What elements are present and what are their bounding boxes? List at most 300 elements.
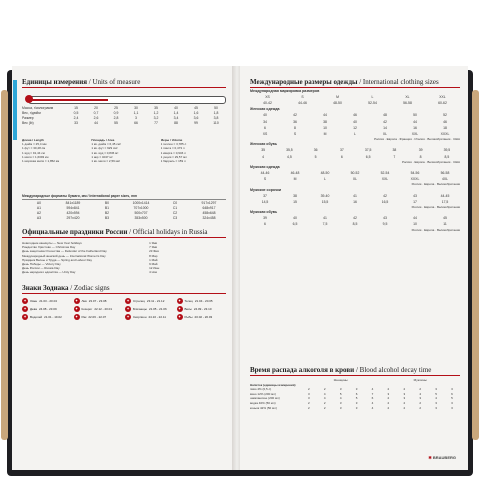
cell: 5 — [314, 154, 317, 159]
cell: 35,5 — [286, 148, 293, 153]
cell: 10 — [323, 125, 327, 130]
cell: 50 — [214, 106, 218, 110]
row-label: Вес, г/дюйм — [22, 111, 41, 115]
cell: 44 — [413, 216, 417, 221]
cell: 3 — [308, 396, 310, 401]
cell: 48-50 — [333, 101, 342, 106]
cell: 3 — [339, 387, 342, 392]
cell: 12 — [353, 125, 357, 130]
zodiac-sign — [22, 314, 72, 320]
cell: 594x841 — [66, 205, 80, 210]
cell: 48 — [383, 113, 387, 118]
zodiac-sign — [177, 314, 227, 320]
cell: 6 — [264, 222, 266, 227]
cell: 44-46 — [298, 101, 307, 106]
cell: 0,9 — [113, 111, 119, 115]
cell: 2,6 — [93, 116, 99, 120]
cell: S — [293, 132, 297, 137]
cell: 43 — [413, 193, 417, 198]
cell: 353x500 — [134, 215, 148, 220]
cell: L — [354, 132, 356, 137]
drink-label: пиво 4% (0,5 л) — [250, 387, 272, 392]
zodiac-name: Водолей — [30, 315, 43, 319]
cell: 42 — [293, 113, 297, 118]
zodiac-section — [22, 284, 226, 320]
cell: XXL — [439, 95, 446, 99]
cell: C1 — [172, 205, 178, 210]
zodiac-name: Стрелец — [133, 299, 145, 303]
cell: C3 — [172, 215, 178, 220]
bookmark-ribbon — [13, 80, 17, 140]
cell: XS — [265, 95, 270, 99]
cell: 38 — [323, 119, 327, 124]
cell: 110 — [213, 121, 219, 125]
cell: 1000x1414 — [132, 200, 150, 205]
clothing-row — [250, 154, 460, 160]
cell: XL — [382, 132, 388, 137]
cell: 4 — [323, 391, 326, 396]
units-title: Единицы измерения / Units of measure — [22, 78, 141, 86]
cell: XL — [405, 95, 410, 99]
zodiac-dates: 20.02 - 20.03 — [194, 315, 213, 319]
cell: 8 — [419, 154, 422, 159]
zodiac-sign — [22, 298, 72, 304]
cell: 56-58 — [440, 171, 450, 176]
cell: 6 — [371, 396, 374, 401]
cell: 3 — [387, 391, 390, 396]
cell: S — [263, 177, 267, 182]
cell: 3 — [451, 400, 453, 405]
zodiac-sign — [125, 314, 175, 320]
cell: 324x458 — [202, 215, 216, 220]
cell: 3 — [451, 387, 453, 392]
cell: 44-45 — [440, 193, 450, 198]
cell: 917x1297 — [201, 200, 217, 205]
cell: 15 — [74, 106, 78, 110]
zodiac-name: Лев — [81, 299, 87, 303]
cell: 17,5 — [441, 199, 449, 204]
cell: 37 — [263, 193, 267, 198]
cell: 35 — [154, 106, 158, 110]
cell: A3 — [36, 215, 42, 220]
cell: 4 — [419, 391, 422, 396]
cell: 25 — [114, 106, 118, 110]
cell: 46-48 — [290, 171, 300, 176]
holiday-day: 7 Янв — [149, 245, 157, 250]
cell: 841x1189 — [65, 200, 81, 205]
cell: 5 — [355, 396, 358, 401]
cell: XS — [262, 132, 268, 137]
zodiac-dates: 24.09 - 23.10 — [193, 307, 212, 311]
cell: 2 — [308, 387, 310, 392]
clothing-row — [250, 221, 460, 227]
zodiac-name: Весы — [184, 307, 192, 311]
cell: 44 — [94, 121, 98, 125]
cell: 14,5 — [261, 199, 269, 204]
cell: 6 — [340, 154, 343, 159]
cell: 11 — [443, 222, 447, 227]
holiday-day: 1 Май — [149, 257, 158, 262]
cell: 2 — [387, 400, 390, 405]
measure-col-volume: Меры / Volume 1 галлон = 3,785 л 1 пинта = 0,473 л 1 кварта = 0,946 л 1 унция = 29,57 мл 1 баррель = 159 л — [160, 138, 187, 164]
cell: 33 — [74, 121, 78, 125]
cell: 52-54 — [368, 101, 377, 106]
cell: 42 — [383, 193, 387, 198]
cell: 3 — [435, 387, 437, 392]
cell: 43 — [383, 216, 387, 221]
zodiac-dates: 23.11 - 21.12 — [146, 299, 165, 303]
cell: 16,5 — [381, 199, 389, 204]
cell: 10 — [413, 222, 417, 227]
cell: 36 — [313, 148, 318, 153]
cell: 5 — [339, 391, 342, 396]
cell: 42 — [353, 216, 357, 221]
zodiac-icon: ✦ — [126, 314, 130, 319]
cell: 4 — [262, 154, 265, 159]
zodiac-dates: 21.04 - 20.05 — [194, 299, 213, 303]
cell: 7,5 — [322, 222, 328, 227]
cell: L — [371, 95, 374, 99]
cover-edge-left — [1, 90, 8, 440]
cell: 1,8 — [213, 111, 219, 115]
cell: 14 — [383, 125, 387, 130]
cell: 3 — [339, 400, 342, 405]
cell: 39-40 — [320, 193, 330, 198]
cover-edge-right — [472, 90, 479, 440]
clothing-tables — [250, 88, 460, 232]
cell: 2 — [403, 405, 406, 410]
cell: 1,4 — [173, 111, 179, 115]
cell: 44 — [323, 113, 327, 118]
alcohol-title: Время распада алкоголя в крови / Blood alcohol decay time — [250, 366, 432, 374]
cell: 48-50 — [320, 171, 330, 176]
cell: 40 — [293, 216, 297, 221]
cell: 40 — [263, 113, 267, 118]
cell: 38 — [293, 193, 297, 198]
cell: 297x420 — [66, 215, 80, 220]
cell: 6 — [264, 125, 266, 130]
zodiac-dates: 24.08 - 23.09 — [38, 307, 57, 311]
holiday-list — [22, 241, 145, 275]
cell: 4 — [371, 387, 374, 392]
cell: 37,5 — [364, 148, 372, 153]
clothing-countries: Россия · Европа · Франция · Италия · Великобритания · США — [374, 137, 460, 142]
cell: 15,5 — [321, 199, 329, 204]
cell: XXL — [411, 132, 419, 137]
cell: 40 — [174, 106, 178, 110]
holiday-days — [149, 241, 226, 275]
cell: 3 — [419, 396, 422, 401]
clothing-subtitle: Женская одежда — [250, 107, 280, 112]
cell: 60-62 — [438, 101, 447, 106]
cell: 44 — [413, 119, 417, 124]
zodiac-name: Козерог — [81, 307, 93, 311]
cell: L — [324, 177, 326, 182]
measure-col-length: Длина / Length 1 дюйм = 25,4 мм 1 фут = 30,48 см 1 ярд = 91,44 см 1 миля = 1,6093 км 1 морская миля = 1,852 км — [22, 138, 60, 164]
holiday-day: 9 Май — [149, 262, 158, 267]
cell: M — [293, 177, 297, 182]
cell: 3 — [403, 391, 406, 396]
holidays-rule — [22, 237, 226, 238]
cell: 4 — [339, 396, 342, 401]
cell: 648x917 — [202, 205, 216, 210]
cell: 37 — [339, 148, 344, 153]
clothing-countries: Россия · Европа · Великобритания — [411, 205, 460, 210]
cell: 2 — [419, 387, 422, 392]
clothing-subtitle: Мужские сорочки — [250, 187, 282, 192]
cell: 3 — [403, 396, 406, 401]
cell: 45 — [443, 216, 447, 221]
alcohol-table — [250, 387, 460, 410]
cell: 2 — [387, 387, 390, 392]
zodiac-sign — [22, 306, 72, 312]
cell: 46 — [443, 119, 447, 124]
cell: 458x648 — [202, 210, 216, 215]
cell: 2,8 — [113, 116, 119, 120]
cell: 7 — [393, 154, 396, 159]
cell: B0 — [104, 200, 110, 205]
cell: A1 — [36, 205, 42, 210]
holidays-section — [22, 228, 226, 275]
cell: 5 — [451, 396, 453, 401]
cell: 20 — [94, 106, 98, 110]
zodiac-name: Рыбы — [184, 315, 193, 319]
cell: 36 — [293, 119, 297, 124]
cell: 8 — [294, 125, 296, 130]
clothing-row — [250, 100, 460, 106]
holiday-day: 8 Мар — [149, 253, 158, 258]
zodiac-dates: 23.07 - 23.08 — [88, 299, 107, 303]
cell: M — [336, 95, 339, 99]
cell: 2 — [323, 400, 326, 405]
holiday-item: Рождество Христово — Christmas Day — [22, 245, 76, 250]
cell: 52 — [443, 113, 447, 118]
holiday-item: Новогодние каникулы — New Year holidays — [22, 241, 82, 245]
thermometer — [22, 92, 226, 106]
zodiac-dates: 21.03 - 20.04 — [39, 299, 57, 303]
cell: 44-46 — [260, 171, 270, 176]
alcohol-section — [250, 366, 460, 410]
right-page — [240, 66, 468, 470]
alcohol-group-header: Женщины Мужчины — [333, 378, 427, 382]
row-label: Размер — [22, 116, 34, 120]
holidays-title: Официальные праздники России / Official holidays in Russia — [22, 228, 208, 236]
cell: 54-56 — [410, 171, 420, 176]
cell: 35 — [261, 148, 266, 153]
drink-label: коньяк 42% (50 мл) — [250, 405, 277, 410]
cell: 6 — [355, 391, 358, 396]
cell: 40-42 — [263, 101, 272, 106]
cell: 4XL — [441, 177, 449, 182]
paper-table — [22, 201, 226, 221]
cell: 40 — [353, 119, 357, 124]
thermometer-fill — [30, 99, 108, 101]
cell: 15 — [293, 199, 297, 204]
zodiac-icon: ✦ — [74, 298, 79, 303]
zodiac-sign — [74, 298, 124, 304]
holiday-item: День Победы — Victory Day — [22, 262, 61, 267]
cell: 3 — [135, 116, 137, 120]
cell: 50 — [413, 113, 417, 118]
row-label: Масса, г/килограмм — [22, 106, 54, 110]
zodiac-dates: 22.12 - 20.01 — [94, 307, 113, 311]
cell: 2,4 — [73, 116, 79, 120]
cell: 2 — [403, 387, 406, 392]
drink-label: водка 40% (50 мл) — [250, 400, 276, 405]
zodiac-icon: ✦ — [23, 298, 27, 303]
clothing-subtitle: Мужская одежда — [250, 165, 280, 170]
zodiac-dates: 21.05 - 21.06 — [148, 307, 167, 311]
zodiac-name: Дева — [30, 307, 37, 311]
cell: 0,7 — [93, 111, 99, 115]
paper-section — [22, 194, 226, 221]
cell: 8,5 — [352, 222, 358, 227]
cell: 30 — [134, 106, 138, 110]
paper-row — [22, 216, 226, 221]
cell: 39,5 — [443, 148, 451, 153]
cell: 2 — [419, 405, 422, 410]
zodiac-name: Скорпион — [133, 315, 147, 319]
cell: 4 — [323, 396, 326, 401]
zodiac-icon: ✦ — [177, 306, 182, 311]
clothing-subtitle: Мужская обувь — [250, 210, 278, 215]
cell: 2 — [419, 400, 422, 405]
cell: 1,6 — [193, 111, 199, 115]
cell: 77 — [154, 121, 158, 125]
cell: 3,4 — [173, 116, 179, 120]
cell: B3 — [104, 215, 110, 220]
cell: 45 — [194, 106, 198, 110]
left-page — [12, 66, 234, 470]
zodiac-rule — [22, 293, 226, 294]
cell: 6,5 — [365, 154, 371, 159]
cell: C0 — [172, 200, 178, 205]
cell: 1,1 — [133, 111, 139, 115]
row-label: Вес (lb) — [22, 121, 34, 125]
zodiac-sign — [177, 306, 227, 312]
cell: 3,2 — [153, 116, 159, 120]
cell: 18 — [443, 125, 447, 130]
zodiac-icon: ✦ — [23, 306, 27, 311]
clothing-subtitle: Международная маркировка размеров — [250, 89, 320, 93]
holiday-day: 12 Июн — [149, 266, 160, 271]
measure-col-area: Площадь / Area 1 кв. дюйм = 6,45 см² 1 кв. фут = 929 см² 1 кв. ярд = 0,836 м² 1 акр = 4047 м² 1 кв. миля = 2,59 км² — [91, 138, 121, 164]
cell: 5 — [435, 391, 437, 396]
cell: 2 — [308, 405, 310, 410]
cell: 17 — [413, 199, 417, 204]
cell: C2 — [172, 210, 178, 215]
holiday-item: День народного единства — Unity Day — [22, 270, 76, 275]
mass-table — [22, 106, 226, 126]
cell: 39 — [263, 216, 267, 221]
zodiac-sign — [125, 298, 175, 304]
zodiac-icon: ✦ — [126, 306, 130, 311]
cell: XXXL — [410, 177, 420, 182]
holiday-item: Международный женский день — International Women's Day — [22, 253, 106, 258]
zodiac-sign — [177, 298, 227, 304]
cell: 6 — [451, 391, 453, 396]
cell: 2 — [323, 387, 326, 392]
zodiac-icon: ✦ — [126, 298, 130, 303]
holiday-day: 1 Янв — [149, 241, 157, 245]
zodiac-icon: ✦ — [177, 314, 182, 319]
cell: A0 — [36, 200, 42, 205]
zodiac-icon: ✦ — [74, 314, 79, 319]
cell: B2 — [104, 210, 110, 215]
zodiac-dates: 22.06 - 22.07 — [88, 315, 107, 319]
cell: S — [301, 95, 304, 99]
cell: XL — [352, 177, 358, 182]
cell: 38 — [392, 148, 397, 153]
cell: 3 — [435, 400, 437, 405]
zodiac-name: Телец — [184, 299, 193, 303]
cell: 8,5 — [444, 154, 450, 159]
zodiac-title: Знаки Зодиака / Zodiac signs — [22, 284, 110, 292]
cell: 9,5 — [382, 222, 388, 227]
cell: 2 — [323, 405, 326, 410]
clothing-subtitle: Женская обувь — [250, 142, 278, 147]
holiday-item: День России — Russia Day — [22, 266, 60, 271]
zodiac-sign — [74, 306, 124, 312]
zodiac-sign — [125, 306, 175, 312]
cell: 420x594 — [66, 210, 80, 215]
cell: 3 — [435, 405, 437, 410]
drink-label: шампанское (200 мл) — [250, 396, 280, 401]
cell: B1 — [104, 205, 110, 210]
cell: 707x1000 — [133, 205, 149, 210]
alcohol-rule — [250, 375, 460, 376]
units-section — [22, 78, 226, 126]
zodiac-name: Овен — [30, 299, 38, 303]
zodiac-icon: ✦ — [177, 298, 182, 303]
cell: 39 — [418, 148, 423, 153]
brand-logo: ✱ BRAUBERG — [428, 455, 456, 460]
cell: 16 — [353, 199, 357, 204]
cell: 52-54 — [380, 171, 390, 176]
cell: 500x707 — [134, 210, 148, 215]
cell: 46 — [353, 113, 357, 118]
paper-title: Международные форматы бумаги, мм / International paper sizes, mm — [22, 194, 138, 198]
zodiac-icon: ✦ — [74, 306, 79, 311]
cell: 55 — [114, 121, 118, 125]
cell: M — [323, 132, 327, 137]
cell: 66 — [134, 121, 138, 125]
holiday-day: 23 Фев — [149, 249, 159, 254]
cell: 3 — [355, 400, 358, 405]
holiday-item: День защитника Отечества — Defender of the Fatherland Day — [22, 249, 107, 254]
clothing-title: Международные размеры одежды / International clothing sizes — [250, 78, 439, 86]
drink-label: вино 12% (200 мл) — [250, 391, 276, 396]
alcohol-row — [250, 406, 460, 411]
cell: 3 — [308, 391, 310, 396]
cell: 41 — [353, 193, 357, 198]
alcohol-header: Напиток (единицы измерения) — [250, 382, 296, 387]
cell: 6,5 — [292, 222, 298, 227]
units-rule — [22, 87, 226, 88]
cell: 34 — [263, 119, 267, 124]
cell: A2 — [36, 210, 42, 215]
cell: 7 — [371, 391, 374, 396]
cell: 2 — [387, 405, 390, 410]
measures-section — [22, 138, 226, 163]
cell: 3 — [355, 405, 358, 410]
cell: XXXL — [440, 132, 450, 137]
clothing-countries: Россия · Европа · Великобритания — [411, 227, 460, 232]
cell: 3,8 — [213, 116, 219, 120]
cell: 41 — [323, 216, 327, 221]
cell: 50-52 — [350, 171, 360, 176]
cell: 2 — [403, 400, 406, 405]
